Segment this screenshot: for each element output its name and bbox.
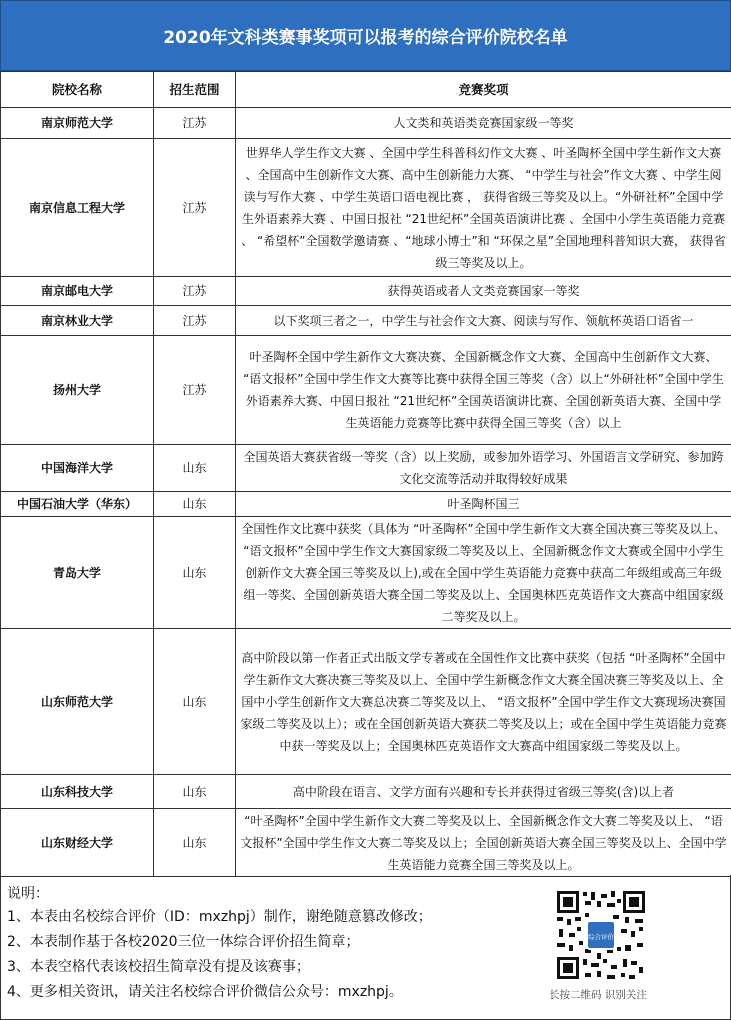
notes-list: [7, 905, 432, 1005]
school-name: 山东师范大学: [1, 629, 154, 775]
note-item: 1、本表由名校综合评价（ID：mxzhpj）制作，谢绝随意篡改修改；: [7, 909, 432, 925]
award-text: 高中阶段以第一作者正式出版文学专著或在全国性作文比赛中获奖（包括 “叶圣陶杯”全国中学生新作文大赛决赛三等奖及以上、全国中学生新概念作文大赛全国决赛三等奖及以上、全国中小学生创新作文大赛总决赛二等奖及以上、 “语文报杯”全国中学生作文大赛现场决赛国家级二等奖及以上）；或在全国创新英语大赛获二等奖及以上；或在全国中学生英语能力竞赛中获一等奖及以上；全国奥林匹克英语作文大赛高中组国家级二等奖及以上。: [236, 629, 731, 775]
award-text: 全国性作文比赛中获奖（具体为 “叶圣陶杯”全国中学生新作文大赛全国决赛三等奖及以上、 “语文报杯”全国中学生作文大赛国家级二等奖及以上、全国新概念作文大赛或全国中小学生创新作文大赛全国三等奖及以上),或在全国中学生英语能力竞赛中获高二年级组或高三年级组一等奖、全国创新英语大赛全国二等奖及以上、全国奥林匹克英语作文大赛高中组国家级二等奖及以上。: [236, 517, 731, 629]
table-row: [1, 775, 731, 809]
award-text: 叶圣陶杯国三: [236, 492, 731, 517]
table-row: [1, 809, 731, 877]
school-name: 中国海洋大学: [1, 445, 154, 492]
school-table: [0, 71, 731, 877]
award-text: 世界华人学生作文大赛 、全国中学生科普科幻作文大赛 、叶圣陶杯全国中学生新作文大赛 、全国高中生创新作文大赛、高中生创新能力大赛、 “中学生与社会”作文大赛 、中学生阅读与写作大赛 、中学生英语口语电视比赛 ， 获得省级三等奖及以上。“外研社杯”全国中学生外语素养大赛 、中国日报社 “21世纪杯”全国英语演讲比赛 、全国中小学生英语能力竞赛 、 “希望杯”全国数学邀请赛 、“地球小博士”和 “环保之星”全国地理科普知识大赛， 获得省级三等奖及以上。: [236, 139, 731, 277]
school-name: 山东科技大学: [1, 775, 154, 809]
admission-range: 江苏: [154, 139, 236, 277]
award-text: 全国英语大赛获省级一等奖（含）以上奖励，或参加外语学习、外国语言文学研究、参加跨文化交流等活动并取得较好成果: [236, 445, 731, 492]
table-row: [1, 139, 731, 277]
award-text: 高中阶段在语言、文学方面有兴趣和专长并获得过省级三等奖(含)以上者: [236, 775, 731, 809]
table-row: [1, 306, 731, 336]
admission-range: 山东: [154, 492, 236, 517]
note-item: 2、本表制作基于各校2020三位一体综合评价招生简章；: [7, 934, 360, 950]
school-name: 中国石油大学（华东）: [1, 492, 154, 517]
admission-range: 山东: [154, 517, 236, 629]
school-name: 青岛大学: [1, 517, 154, 629]
notes-section: [0, 875, 731, 1020]
school-name: 南京邮电大学: [1, 277, 154, 306]
table-row: [1, 492, 731, 517]
award-text: 人文类和英语类竞赛国家级一等奖: [236, 108, 731, 139]
award-text: 获得英语或者人文类竞赛国家一等奖: [236, 277, 731, 306]
school-name: 南京信息工程大学: [1, 139, 154, 277]
table-row: [1, 629, 731, 775]
note-item: 4、更多相关资讯，请关注名校综合评价微信公众号：mxzhpj。: [7, 984, 403, 1000]
admission-range: 山东: [154, 809, 236, 877]
admission-range: 江苏: [154, 306, 236, 336]
admission-range: 山东: [154, 445, 236, 492]
notes-heading: 说明：: [7, 886, 49, 902]
school-name: 南京师范大学: [1, 108, 154, 139]
admission-range: 江苏: [154, 336, 236, 445]
school-name: 南京林业大学: [1, 306, 154, 336]
award-text: 叶圣陶杯全国中学生新作文大赛决赛、全国新概念作文大赛、全国高中生创新作文大赛、 “语文报杯”全国中学生作文大赛等比赛中获得全国三等奖（含）以上“外研社杯”全国中学生外语素养大赛、中国日报社 “21世纪杯”全国英语演讲比赛、全国创新英语大赛、全国中学生英语能力竞赛等比赛中获得全国三等奖（含）以上: [236, 336, 731, 445]
school-name: 山东财经大学: [1, 809, 154, 877]
admission-range: 江苏: [154, 108, 236, 139]
table-row: [1, 517, 731, 629]
admission-range: 江苏: [154, 277, 236, 306]
table-row: [1, 336, 731, 445]
header-range: 招生范围: [154, 72, 236, 108]
award-text: 以下奖项三者之一，中学生与社会作文大赛、阅读与写作、领航杯英语口语省一: [236, 306, 731, 336]
table-row: [1, 277, 731, 306]
table-row: [1, 108, 731, 139]
header-award: 竞赛奖项: [236, 72, 731, 108]
note-item: 3、本表空格代表该校招生简章没有提及该赛事；: [7, 959, 310, 975]
qr-code-block: [549, 889, 699, 1017]
qr-caption: 长按二维码 识别关注: [549, 989, 647, 1001]
school-name: 扬州大学: [1, 336, 154, 445]
table-header-row: [1, 72, 731, 108]
admission-range: 山东: [154, 775, 236, 809]
qr-center-text: 综合评价: [588, 933, 614, 941]
admission-range: 山东: [154, 629, 236, 775]
qr-code-icon[interactable]: [555, 889, 647, 981]
header-school: 院校名称: [1, 72, 154, 108]
page-title: 2020年文科类赛事奖项可以报考的综合评价院校名单: [0, 0, 731, 71]
table-row: [1, 445, 731, 492]
award-text: “叶圣陶杯”全国中学生新作文大赛二等奖及以上、全国新概念作文大赛二等奖及以上、 “语文报杯”全国中学生作文大赛二等奖及以上；全国创新英语大赛全国三等奖及以上、全国中学生英语能力竞赛全国三等奖及以上。: [236, 809, 731, 877]
